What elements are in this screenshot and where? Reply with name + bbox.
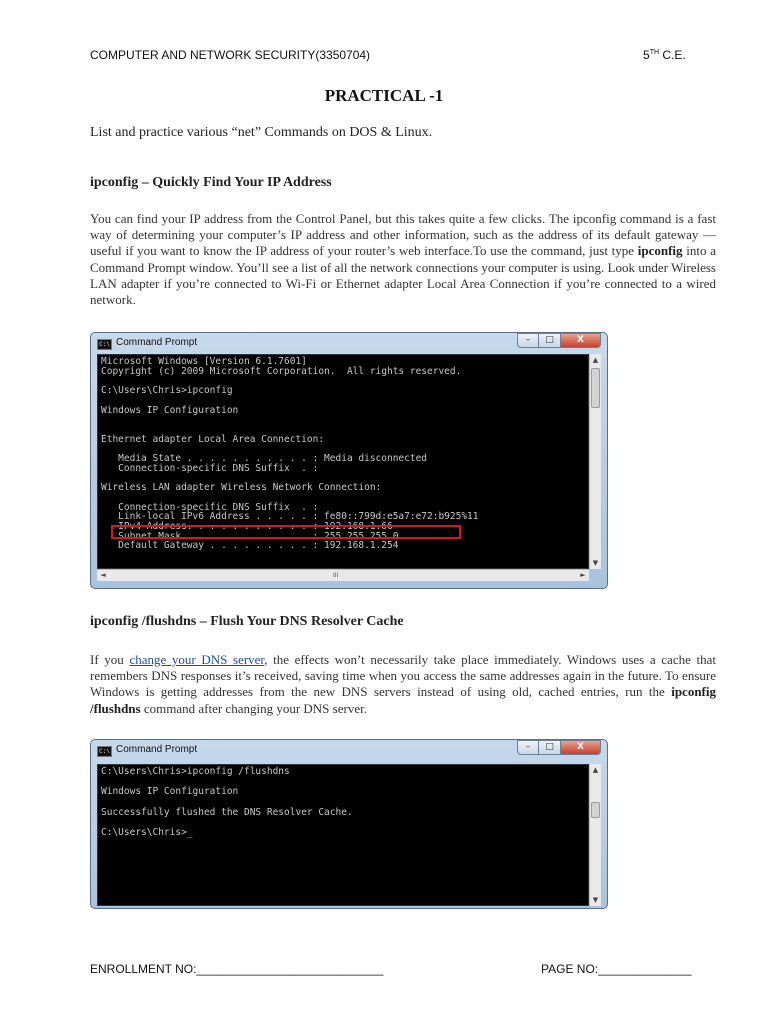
paragraph-text: , the effects won’t necessarily take place immediately. Windows uses a cache that remembers DNS responses it’s received, saving time when you access the same addresses again in the future. To ensure Windows is getting addresses from the new DNS servers instead of using old, cached entries, run the (90, 652, 716, 700)
section-paragraph-ipconfig (90, 211, 716, 308)
close-button[interactable]: X (561, 740, 601, 755)
window-controls (517, 740, 601, 756)
footer-page-no: PAGE NO:______________ (541, 962, 692, 976)
minimize-button[interactable]: – (517, 333, 539, 348)
scroll-left-arrow-icon[interactable]: ◄ (100, 571, 106, 579)
maximize-button[interactable]: □ (539, 333, 561, 348)
scroll-down-arrow-icon[interactable]: ▼ (592, 559, 599, 567)
command-prompt-window-flushdns (90, 739, 608, 909)
console-text: C:\Users\Chris>ipconfig /flushdns Windows IP Configuration Successfully flushed the DNS Resolver Cache. C:\Users\Chris>_ (101, 766, 353, 839)
window-title: Command Prompt (116, 337, 198, 348)
vertical-scrollbar[interactable] (589, 354, 601, 569)
close-button[interactable]: X (561, 333, 601, 348)
scroll-up-arrow-icon[interactable]: ▲ (592, 356, 599, 364)
footer-enrollment-no: ENROLLMENT NO:____________________________ (90, 962, 384, 976)
paragraph-text: You can find your IP address from the Control Panel, but this takes quite a few clicks. The ipconfig command is a fast way of determining your computer’s IP address and other information, such as the address of its default gateway — useful if you want to know the IP address of your router’s web interface.To use the command, just type (90, 211, 716, 259)
scroll-grip[interactable]: III (333, 572, 339, 579)
scroll-down-arrow-icon[interactable]: ▼ (592, 896, 599, 904)
scroll-right-arrow-icon[interactable]: ► (580, 571, 586, 579)
window-controls (517, 333, 601, 349)
section-heading-ipconfig: ipconfig – Quickly Find Your IP Address (90, 175, 332, 190)
semester-number: 5 (643, 48, 650, 62)
section-paragraph-flushdns (90, 652, 716, 717)
header-course-title: COMPUTER AND NETWORK SECURITY(3350704) (90, 48, 371, 62)
paragraph-text: If you (90, 652, 130, 667)
command-ipconfig: ipconfig (637, 243, 683, 259)
change-dns-server-link[interactable]: change your DNS server (129, 652, 265, 667)
minimize-button[interactable]: – (517, 740, 539, 755)
command-prompt-window-ipconfig (90, 332, 608, 589)
command-prompt-icon: C:\ (97, 746, 112, 757)
command-prompt-icon: C:\ (97, 339, 112, 350)
practical-title: PRACTICAL -1 (324, 86, 444, 105)
paragraph-text: command after changing your DNS server. (140, 700, 367, 716)
console-text: Microsoft Windows [Version 6.1.7601] Copyright (c) 2009 Microsoft Corporation. All rights reserved. C:\Users\Chris>ipconfig Windows IP Configuration Ethernet adapter Local Area Connection: Media State . . . . . . . . . . . : Media disconnected Connection-specific DNS Suffix . : Wireless LAN adapter Wireless Network Connection: Connection-specific DNS Suffix . : Link-local IPv6 Address . . . . . : fe80::799d:e5a7:e72:b925%11 IPv4 Address. . . . . . . . . . . : 192.168.1.66 Subnet Mask . . . . . . . . . . . : 255.255.255.0 Default Gateway . . . . . . . . . : 192.168.1.254 (101, 356, 479, 552)
vertical-scrollbar[interactable] (589, 764, 601, 906)
command-flushdns: ipconfig /flushdns (90, 684, 716, 716)
section-heading-flushdns: ipconfig /flushdns – Flush Your DNS Resolver Cache (90, 614, 404, 629)
scroll-thumb[interactable] (591, 368, 600, 408)
semester-branch: C.E. (659, 48, 686, 62)
semester-suffix: TH (649, 49, 660, 56)
paragraph-text: into a Command Prompt window. You’ll see a list of all the network connections your computer is using. Look under Wireless LAN adapter if you’re connected to Wi-Fi or Ethernet adapter Local Area Connection if you’re connected to a wired network. (90, 243, 716, 308)
console-output[interactable] (97, 764, 589, 906)
practical-aim: List and practice various “net” Commands on DOS & Linux. (90, 125, 433, 140)
header-semester (643, 48, 686, 62)
maximize-button[interactable]: □ (539, 740, 561, 755)
scroll-up-arrow-icon[interactable]: ▲ (592, 766, 599, 774)
horizontal-scrollbar[interactable] (97, 569, 589, 581)
window-title: Command Prompt (116, 744, 198, 755)
ipv4-highlight-box (111, 525, 461, 539)
scroll-thumb[interactable] (591, 802, 600, 818)
